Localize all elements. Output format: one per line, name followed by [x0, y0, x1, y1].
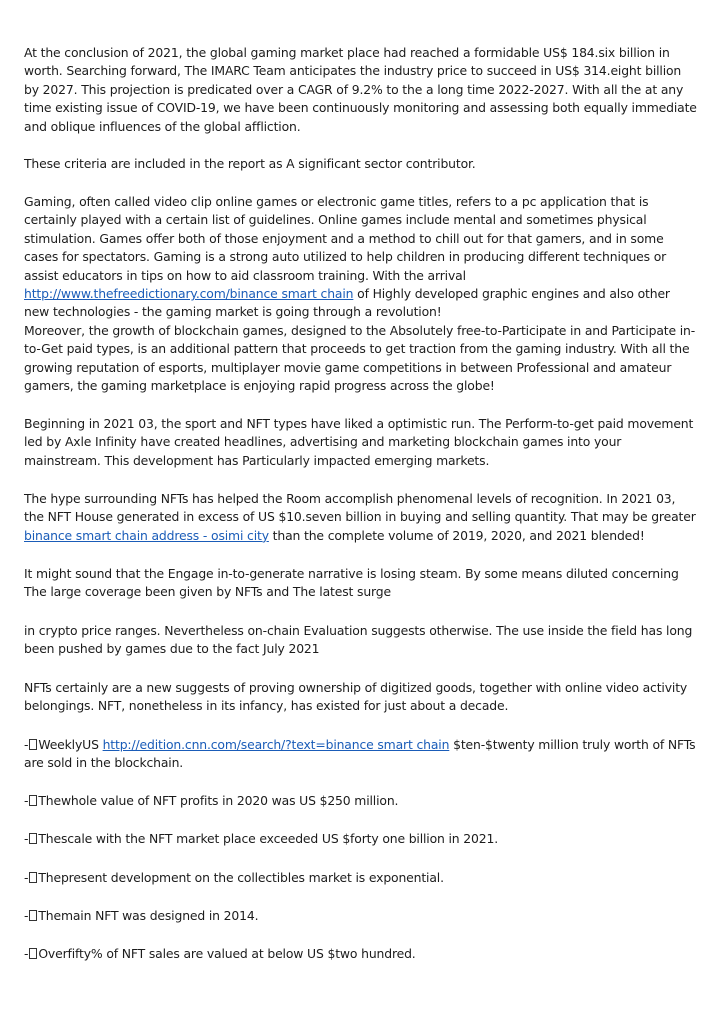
binance-smart-chain-address-link[interactable]: binance smart chain address - osimi city	[24, 527, 269, 543]
missing-glyph-icon	[29, 872, 37, 883]
bullet-dash: -	[24, 908, 29, 923]
bullet-dash: -	[24, 737, 29, 752]
bullet-text: US	[82, 737, 103, 752]
bullet-dash: -	[24, 946, 29, 961]
bullet-lead-word: The	[38, 793, 61, 808]
missing-glyph-icon	[29, 739, 37, 750]
paragraph-play-to-earn: Beginning in 2021 03, the sport and NFT types have liked a optimistic run. The Perform-to-get paid movement led by Axle Infinity have created headlines, advertising and marketing blockchain games into your mainstream. This development has Particularly impacted emerging markets.	[24, 416, 694, 468]
bullet-lead-word: The	[38, 831, 61, 846]
paragraph-criteria: These criteria are included in the report as A significant sector contributor.	[24, 156, 476, 171]
paragraph-gaming-definition	[24, 193, 698, 322]
paragraph-engage-to-generate: It might sound that the Engage in-to-generate narrative is losing steam. By some means diluted concerning The large coverage been given by NFTs and The latest surge	[24, 566, 679, 600]
bullet-text: whole value of NFT profits in 2020 was US $250 million.	[60, 793, 399, 808]
bullet-collectibles-growth	[24, 869, 698, 887]
bullet-text: fifty% of NFT sales are valued at below US $two hundred.	[67, 946, 416, 961]
bullet-lead-word: The	[38, 908, 61, 923]
missing-glyph-icon	[29, 948, 37, 959]
bullet-first-nft-2014	[24, 907, 698, 925]
thefreedictionary-link[interactable]: http://www.thefreedictionary.com/binance smart chain	[24, 286, 354, 302]
bullet-dash: -	[24, 870, 29, 885]
missing-glyph-icon	[29, 833, 37, 844]
paragraph-nft-ownership: NFTs certainly are a new suggests of proving ownership of digitized goods, together with online video activity belongings. NFT, nonetheless in its infancy, has existed for just about a decade.	[24, 680, 688, 714]
bullet-dash: -	[24, 793, 29, 808]
bullet-lead-word: Over	[38, 946, 68, 961]
paragraph-text: Gaming, often called video clip online games or electronic game titles, refers to a pc application that is certainly played with a certain list of guidelines. Online games include mental and sometimes physical stimulation. Games offer both of those enjoyment and a method to chill out for that gamers, and in some cases for spectators. Gaming is a strong auto utilized to help children in producing different techniques or assist educators in tips on how to aid classroom training. With the arrival	[24, 194, 667, 283]
paragraph-crypto-prices: in crypto price ranges. Nevertheless on-chain Evaluation suggests otherwise. The use inside the field has long been pushed by games due to the fact July 2021	[24, 623, 693, 657]
cnn-search-link[interactable]: http://edition.cnn.com/search/?text=binance smart chain	[102, 737, 450, 752]
bullet-text: $ten-$twenty million truly worth of NFTs are sold in the blockchain.	[24, 737, 696, 771]
bullet-text: main NFT was designed in 2014.	[60, 908, 259, 923]
bullet-lead-word: The	[38, 870, 61, 885]
paragraph-blockchain-games: Moreover, the growth of blockchain games, designed to the Absolutely free-to-Participate in and Participate in-to-Get paid types, is an additional pattern that proceeds to get traction from the gaming industry. With all the growing reputation of esports, multiplayer movie game competitions in between Professional and amateur gamers, the gaming marketplace is enjoying rapid progress across the globe!	[24, 323, 696, 394]
missing-glyph-icon	[29, 910, 37, 921]
bullet-weekly-nft-volume	[24, 736, 698, 773]
bullet-nft-profits-2020	[24, 792, 698, 810]
bullet-nft-market-scale-2021	[24, 830, 698, 848]
bullet-text: scale with the NFT market place exceeded US $forty one billion in 2021.	[60, 831, 499, 846]
bullet-dash: -	[24, 831, 29, 846]
paragraph-text: The hype surrounding NFTs has helped the Room accomplish phenomenal levels of recognition. In 2021 03, the NFT House generated in excess of US $10.seven billion in buying and selling quantity. That may be greater	[24, 491, 696, 525]
missing-glyph-icon	[29, 795, 37, 806]
bullet-text: present development on the collectibles market is exponential.	[60, 870, 444, 885]
paragraph-text: of Highly developed graphic engines and also other new technologies - the gaming market is going through a revolution!	[24, 286, 670, 320]
paragraph-gaming-market-size: At the conclusion of 2021, the global gaming market place had reached a formidable US$ 184.six billion in worth. Searching forward, The IMARC Team anticipates the industry price to succeed in US$ 314.eight billion by 2027. This projection is predicated over a CAGR of 9.2% to the a long time 2022-2027. With all the at any time existing issue of COVID-19, we have been continuously monitoring and assessing both equally immediate and oblique influences of the global affliction.	[24, 45, 697, 134]
paragraph-text: than the complete volume of 2019, 2020, and 2021 blended!	[268, 527, 645, 543]
bullet-lead-word: Weekly	[38, 737, 83, 752]
bullet-nft-sales-value	[24, 945, 698, 963]
paragraph-nft-hype	[24, 490, 698, 545]
